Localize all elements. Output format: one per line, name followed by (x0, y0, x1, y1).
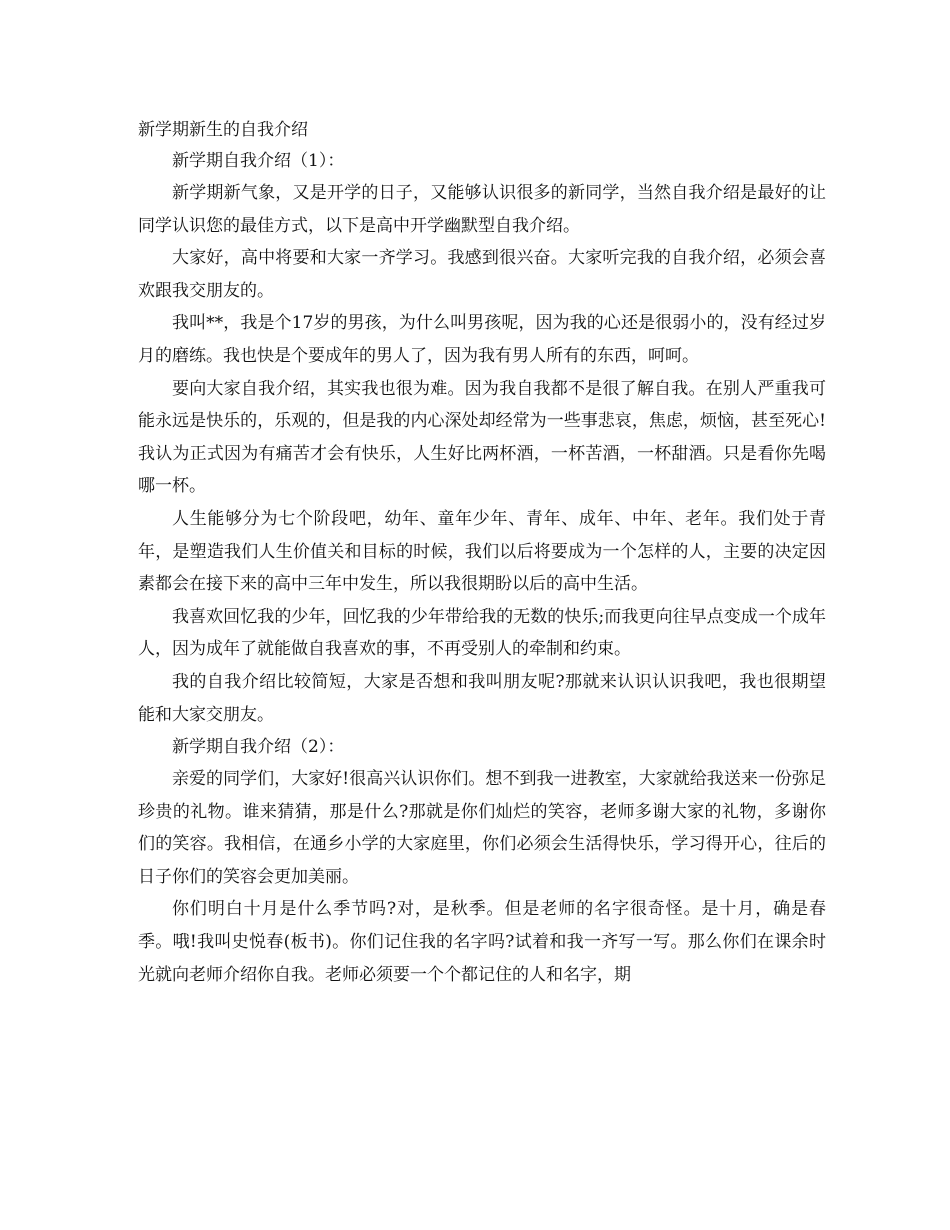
paragraph: 新学期新气象，又是开学的日子，又能够认识很多的新同学，当然自我介绍是最好的让同学认识您的最佳方式，以下是高中开学幽默型自我介绍。 (138, 183, 826, 236)
paragraph: 人生能够分为七个阶段吧，幼年、童年少年、青年、成年、中年、老年。我们处于青年，是塑造我们人生价值关和目标的时候，我们以后将要成为一个怎样的人，主要的决定因素都会在接下来的高中三年中发生，所以我很期盼以后的高中生活。 (138, 508, 826, 595)
paragraph: 你们明白十月是什么季节吗?对，是秋季。但是老师的名字很奇怪。是十月，确是春季。哦!我叫史悦春(板书)。你们记住我的名字吗?试着和我一齐写一写。那么你们在课余时光就向老师介绍你自我。老师必须要一个个都记住的人和名字，期 (138, 899, 826, 985)
section-heading-1: 新学期自我介绍（1）： (172, 151, 345, 171)
paragraph: 亲爱的同学们，大家好!很高兴认识你们。想不到我一进教室，大家就给我送来一份弥足珍贵的礼物。谁来猜猜，那是什么?那就是你们灿烂的笑容，老师多谢大家的礼物，多谢你们的笑容。我相信，在通乡小学的大家庭里，你们必须会生活得快乐，学习得开心，往后的日子你们的笑容会更加美丽。 (138, 769, 826, 887)
document-page (138, 115, 826, 991)
paragraph: 我喜欢回忆我的少年，回忆我的少年带给我的无数的快乐;而我更向往早点变成一个成年人，因为成年了就能做自我喜欢的事，不再受别人的牵制和约束。 (138, 606, 826, 660)
paragraph: 我的自我介绍比较简短，大家是否想和我叫朋友呢?那就来认识认识我吧，我也很期望能和大家交朋友。 (138, 671, 826, 725)
paragraph: 我叫**，我是个17岁的男孩，为什么叫男孩呢，因为我的心还是很弱小的，没有经过岁月的磨练。我也快是个要成年的男人了，因为我有男人所有的东西，呵呵。 (138, 313, 826, 366)
paragraph: 大家好，高中将要和大家一齐学习。我感到很兴奋。大家听完我的自我介绍，必须会喜欢跟我交朋友的。 (138, 248, 826, 301)
section-heading-2: 新学期自我介绍（2）： (172, 737, 345, 758)
paragraph: 要向大家自我介绍，其实我也很为难。因为我自我都不是很了解自我。在别人严重我可能永远是快乐的，乐观的，但是我的内心深处却经常为一些事悲哀，焦虑，烦恼，甚至死心!我认为正式因为有痛苦才会有快乐，人生好比两杯酒，一杯苦酒，一杯甜酒。只是看你先喝哪一杯。 (138, 378, 826, 497)
document-title: 新学期新生的自我介绍 (138, 120, 308, 140)
